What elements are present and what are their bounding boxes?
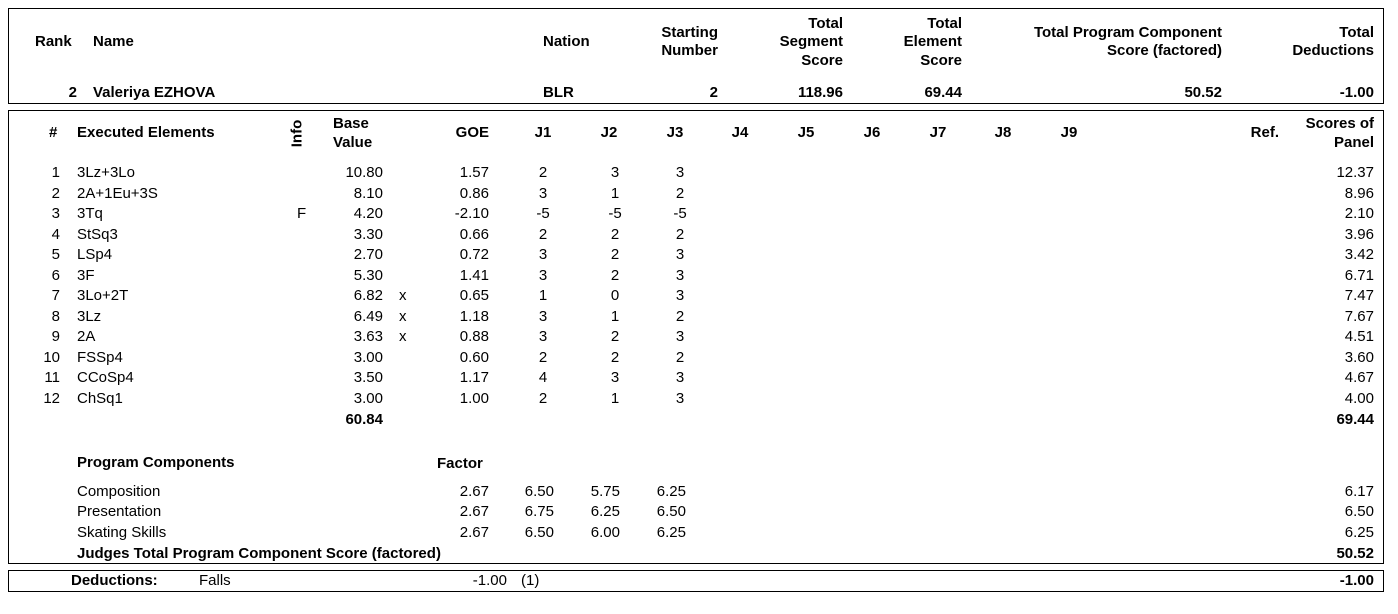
component-name: Presentation — [77, 503, 162, 520]
element-j2: 2 — [610, 225, 620, 243]
col-executed-header: Executed Elements — [77, 124, 215, 141]
element-base: 3.00 — [353, 389, 383, 407]
element-panel: 4.51 — [1344, 328, 1374, 345]
element-j3: 3 — [675, 287, 685, 304]
element-name: 3Tq — [77, 205, 103, 222]
element-goe: 0.88 — [459, 328, 489, 345]
element-base: 5.30 — [353, 266, 383, 284]
tes-header-1: Total — [927, 15, 962, 32]
element-num: 8 — [51, 307, 60, 325]
element-num: 1 — [51, 164, 60, 181]
element-j2: 1 — [610, 307, 620, 325]
elements-base-total: 60.84 — [345, 411, 383, 428]
element-num: 11 — [44, 369, 60, 386]
element-name: 3Lo+2T — [77, 287, 129, 304]
element-panel: 6.71 — [1344, 266, 1374, 284]
element-j1: 2 — [538, 225, 548, 243]
element-j2: 2 — [610, 266, 620, 284]
col-ref-header: Ref. — [1250, 124, 1279, 141]
element-panel: 3.60 — [1344, 348, 1374, 366]
element-goe: 1.17 — [459, 369, 489, 386]
component-score: 6.25 — [1344, 524, 1374, 541]
components-total-label: Judges Total Program Component Score (factored) — [77, 545, 441, 562]
element-base: 6.49 — [353, 307, 383, 325]
starting-number-header-1: Starting — [661, 24, 718, 41]
element-j2: 3 — [610, 369, 620, 386]
col-j6-header: J6 — [863, 124, 881, 141]
element-bonus: x — [399, 287, 407, 304]
element-num: 7 — [51, 287, 60, 304]
component-score: 6.50 — [1344, 503, 1374, 520]
element-j2: 1 — [610, 184, 620, 202]
deductions-total: -1.00 — [1339, 572, 1374, 589]
component-name: Composition — [77, 483, 161, 500]
element-num: 3 — [51, 205, 60, 222]
element-panel: 3.96 — [1344, 225, 1374, 243]
element-panel: 3.42 — [1344, 246, 1374, 263]
element-base: 2.70 — [353, 246, 383, 263]
element-num: 10 — [43, 348, 60, 366]
col-base-header-2: Value — [333, 134, 373, 151]
tes-header-3: Score — [920, 52, 962, 69]
deductions-header-1: Total — [1339, 24, 1374, 41]
col-j9-header: J9 — [1060, 124, 1078, 141]
element-goe: 0.60 — [459, 348, 489, 366]
details-box — [8, 110, 1384, 564]
element-base: 3.63 — [353, 328, 383, 345]
element-j2: 1 — [610, 389, 620, 407]
element-name: 3Lz — [77, 307, 102, 325]
element-j2: 2 — [610, 328, 620, 345]
component-j1: 6.50 — [524, 483, 554, 500]
deductions-header-2: Deductions — [1292, 42, 1374, 59]
element-base: 4.20 — [353, 205, 383, 222]
element-panel: 4.67 — [1344, 369, 1374, 386]
element-name: LSp4 — [77, 246, 113, 263]
element-goe: 0.66 — [459, 225, 489, 243]
component-j3: 6.25 — [656, 483, 686, 500]
element-j1: 2 — [538, 348, 548, 366]
element-num: 9 — [51, 328, 60, 345]
element-bonus: x — [399, 307, 407, 325]
element-j1: 3 — [538, 246, 548, 263]
element-j2: 2 — [610, 348, 620, 366]
deductions-label: Deductions: — [71, 572, 158, 589]
element-base: 8.10 — [353, 184, 383, 202]
element-j1: 3 — [538, 266, 548, 284]
element-j2: 3 — [610, 164, 620, 181]
component-factor: 2.67 — [459, 503, 489, 520]
skater-starting-number: 2 — [709, 84, 718, 101]
element-j3: 3 — [675, 266, 685, 284]
col-panel-header-2: Panel — [1333, 134, 1374, 151]
skater-nation: BLR — [543, 84, 574, 101]
tss-header-3: Score — [801, 52, 843, 69]
component-score: 6.17 — [1344, 483, 1374, 500]
element-j3: 2 — [675, 307, 685, 325]
col-info-header: Info — [288, 119, 306, 148]
element-num: 12 — [43, 389, 60, 407]
element-base: 3.30 — [353, 225, 383, 243]
element-goe: 1.00 — [459, 389, 489, 407]
element-name: FSSp4 — [77, 348, 123, 366]
element-j3: 2 — [675, 184, 685, 202]
element-j2: -5 — [608, 205, 622, 222]
element-j3: 3 — [675, 389, 685, 407]
nation-header: Nation — [543, 33, 590, 50]
col-base-header-1: Base — [333, 115, 369, 132]
pcs-header-2: Score (factored) — [1106, 42, 1222, 59]
element-name: 2A+1Eu+3S — [77, 184, 158, 202]
component-j3: 6.50 — [656, 503, 686, 520]
element-num: 2 — [51, 184, 60, 202]
element-name: ChSq1 — [77, 389, 123, 407]
element-goe: 0.72 — [459, 246, 489, 263]
tss-header-1: Total — [808, 15, 843, 32]
components-total-value: 50.52 — [1336, 545, 1374, 562]
component-j2: 6.25 — [590, 503, 620, 520]
element-j1: 3 — [538, 184, 548, 202]
tes-header-2: Element — [903, 33, 962, 50]
element-bonus: x — [399, 328, 407, 345]
component-j3: 6.25 — [656, 524, 686, 541]
element-base: 6.82 — [353, 287, 383, 304]
skater-tss: 118.96 — [797, 84, 843, 101]
element-j1: 3 — [538, 307, 548, 325]
component-factor: 2.67 — [459, 524, 489, 541]
element-num: 5 — [51, 246, 60, 263]
element-j2: 2 — [610, 246, 620, 263]
element-j1: 2 — [538, 389, 548, 407]
element-j1: -5 — [536, 205, 550, 222]
components-title: Program Components — [77, 454, 235, 471]
element-j1: 1 — [538, 287, 548, 304]
element-j1: 4 — [538, 369, 548, 386]
component-j2: 5.75 — [590, 483, 620, 500]
col-j5-header: J5 — [797, 124, 815, 141]
col-j3-header: J3 — [666, 124, 684, 141]
col-j4-header: J4 — [731, 124, 749, 141]
component-j1: 6.50 — [524, 524, 554, 541]
col-j2-header: J2 — [600, 124, 618, 141]
tss-header-2: Segment — [779, 33, 843, 50]
element-goe: 1.41 — [459, 266, 489, 284]
element-j3: 3 — [675, 369, 685, 386]
deductions-value: -1.00 — [472, 572, 507, 589]
element-j3: 3 — [675, 328, 685, 345]
element-base: 3.00 — [353, 348, 383, 366]
component-j2: 6.00 — [590, 524, 620, 541]
element-panel: 12.37 — [1336, 164, 1374, 181]
skater-deductions: -1.00 — [1339, 84, 1374, 101]
element-info: F — [297, 205, 307, 222]
components-factor-header: Factor — [437, 455, 483, 472]
element-j3: -5 — [673, 205, 687, 222]
col-j1-header: J1 — [534, 124, 552, 141]
element-j1: 2 — [538, 164, 548, 181]
element-j3: 3 — [675, 164, 685, 181]
element-goe: 0.86 — [459, 184, 489, 202]
element-name: 2A — [77, 328, 96, 345]
element-panel: 8.96 — [1344, 184, 1374, 202]
element-num: 6 — [51, 266, 60, 284]
component-factor: 2.67 — [459, 483, 489, 500]
element-num: 4 — [51, 225, 60, 243]
rank-header: Rank — [35, 33, 72, 50]
starting-number-header-2: Number — [661, 42, 718, 59]
col-num-header: # — [49, 124, 58, 141]
deductions-type: Falls — [199, 572, 231, 589]
col-j7-header: J7 — [929, 124, 947, 141]
element-base: 10.80 — [345, 164, 383, 181]
skater-tes: 69.44 — [924, 84, 962, 101]
element-name: 3F — [77, 266, 95, 284]
element-goe: 0.65 — [459, 287, 489, 304]
element-goe: 1.57 — [459, 164, 489, 181]
element-goe: -2.10 — [454, 205, 489, 222]
element-panel: 7.47 — [1344, 287, 1374, 304]
skater-pcs: 50.52 — [1184, 84, 1222, 101]
pcs-header-1: Total Program Component — [1033, 24, 1222, 41]
component-name: Skating Skills — [77, 524, 167, 541]
element-j3: 2 — [675, 348, 685, 366]
elements-panel-total: 69.44 — [1336, 411, 1374, 428]
skater-rank: 2 — [68, 84, 77, 101]
col-j8-header: J8 — [994, 124, 1012, 141]
name-header: Name — [93, 33, 134, 50]
element-j1: 3 — [538, 328, 548, 345]
element-j3: 2 — [675, 225, 685, 243]
deductions-count: (1) — [521, 572, 540, 589]
element-name: StSq3 — [77, 225, 118, 243]
element-goe: 1.18 — [459, 307, 489, 325]
element-panel: 4.00 — [1344, 389, 1374, 407]
element-base: 3.50 — [353, 369, 383, 386]
element-panel: 7.67 — [1344, 307, 1374, 325]
element-j2: 0 — [610, 287, 620, 304]
element-panel: 2.10 — [1344, 205, 1374, 222]
skater-name: Valeriya EZHOVA — [93, 84, 216, 101]
element-name: 3Lz+3Lo — [77, 164, 135, 181]
element-name: CCoSp4 — [77, 369, 134, 386]
element-j3: 3 — [675, 246, 685, 263]
col-panel-header-1: Scores of — [1305, 115, 1374, 132]
component-j1: 6.75 — [524, 503, 554, 520]
col-goe-header: GOE — [455, 124, 489, 141]
